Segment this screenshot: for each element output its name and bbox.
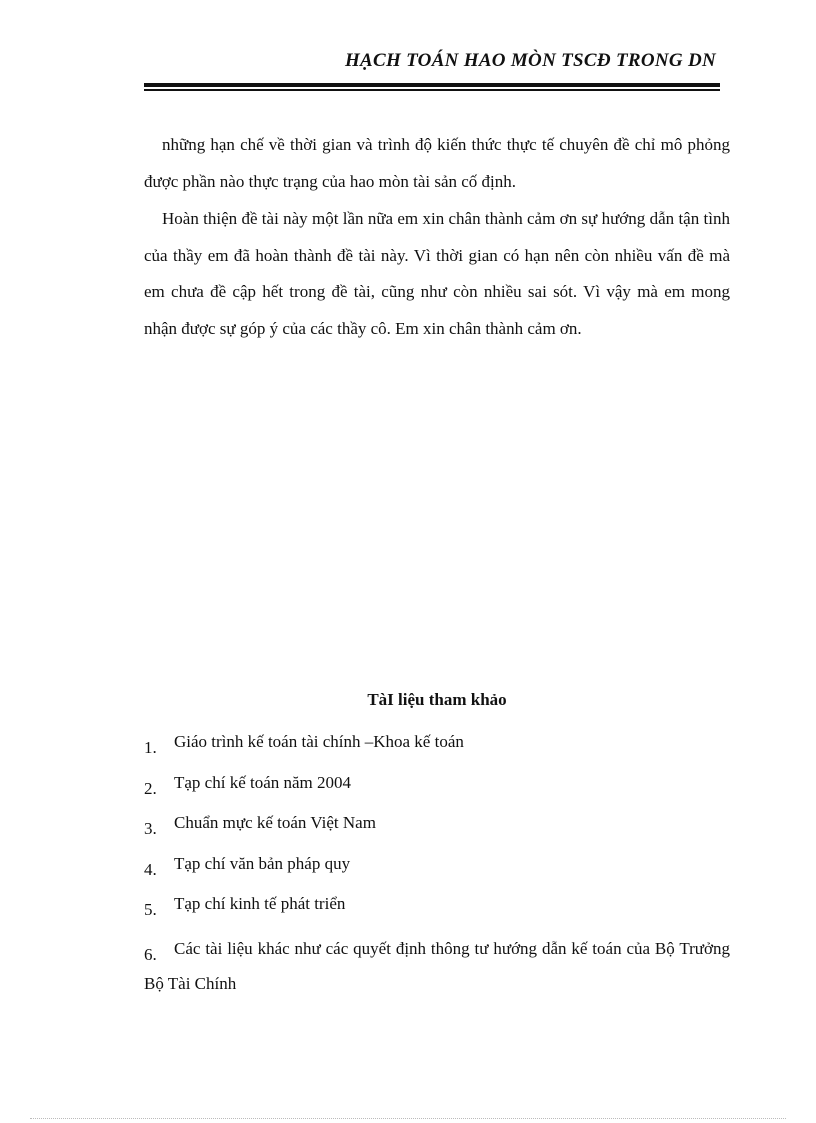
reference-text: Các tài liệu khác như các quyết định thông tư hướng dẫn kế toán của Bộ Trưởng Bộ Tài Chính: [144, 938, 730, 993]
body-paragraph-1: những hạn chế về thời gian và trình độ kiến thức thực tế chuyên đề chỉ mô phỏng được phần nào thực trạng của hao mòn tài sản cố định.: [144, 135, 730, 191]
reference-number: 6.: [144, 944, 157, 964]
reference-number: 1.: [144, 738, 157, 757]
reference-text: Chuẩn mực kế toán Việt Nam: [174, 813, 376, 832]
reference-number: 2.: [144, 778, 157, 798]
reference-item: [144, 809, 730, 850]
reference-text: Tạp chí kế toán năm 2004: [174, 772, 352, 792]
reference-number: 4.: [144, 859, 157, 879]
header-rule-thick: [144, 83, 720, 87]
reference-item: [144, 850, 730, 891]
reference-number: 5.: [144, 900, 157, 919]
reference-item: [144, 931, 730, 1001]
reference-text: Tạp chí văn bản pháp quy: [174, 853, 351, 873]
reference-full: [144, 931, 730, 1001]
reference-text: Tạp chí kinh tế phát triển: [174, 894, 346, 913]
reference-item: [144, 890, 730, 931]
reference-text: Giáo trình kế toán tài chính –Khoa kế toán: [174, 732, 464, 751]
header-rule-thin: [144, 89, 720, 91]
body-paragraph-2: Hoàn thiện đề tài này một lần nữa em xin chân thành cảm ơn sự hướng dẫn tận tình của thầy em đã hoàn thành đề tài này. Vì thời gian có hạn nên còn nhiều vấn đề mà em chưa đề cập hết trong đề tài, cũng như còn nhiều sai sót. Vì vậy mà em mong nhận được sự góp ý của các thầy cô. Em xin chân thành cảm ơn.: [144, 209, 730, 338]
reference-item: [144, 728, 730, 769]
header-double-rule: [144, 83, 720, 92]
page-header-title: HẠCH TOÁN HAO MÒN TSCĐ TRONG DN: [344, 50, 716, 71]
reference-item: [144, 769, 730, 810]
reference-number: 3.: [144, 819, 157, 838]
footer-dotted-rule: [30, 1118, 786, 1119]
references-title: TàI liệu tham khảo: [367, 690, 507, 709]
references-list: [144, 728, 730, 1001]
body-text: [144, 127, 730, 348]
